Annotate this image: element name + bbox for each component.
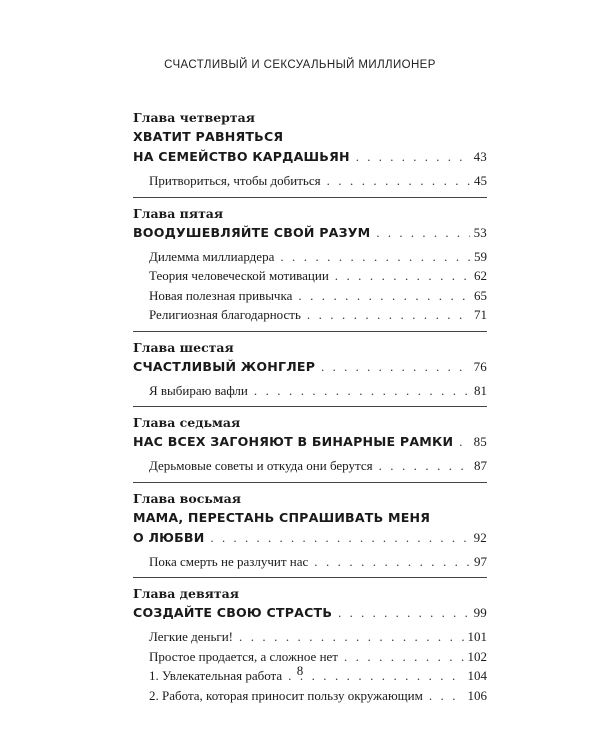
chapter-title-entry[interactable] bbox=[133, 432, 487, 452]
chapter-label: Глава восьмая bbox=[133, 490, 241, 506]
page-ref: 62 bbox=[474, 268, 487, 283]
section-entry[interactable] bbox=[133, 627, 487, 647]
section-entry[interactable] bbox=[133, 456, 487, 476]
running-head: СЧАСТЛИВЫЙ И СЕКСУАЛЬНЫЙ МИЛЛИОНЕР bbox=[164, 59, 436, 71]
dot-leader bbox=[379, 456, 470, 476]
chapter-6 bbox=[133, 338, 487, 408]
page-number: 8 bbox=[296, 663, 304, 678]
chapter-title-line: МАМА, ПЕРЕСТАНЬ СПРАШИВАТЬ МЕНЯ bbox=[133, 509, 431, 525]
chapter-8 bbox=[133, 489, 487, 579]
dot-leader bbox=[335, 266, 470, 286]
dot-leader bbox=[376, 223, 469, 243]
section-entry[interactable] bbox=[133, 266, 487, 286]
page-ref: 45 bbox=[474, 173, 487, 188]
dot-leader bbox=[459, 432, 469, 452]
section-entry[interactable] bbox=[133, 552, 487, 572]
dot-leader bbox=[356, 147, 470, 167]
page-ref: 76 bbox=[473, 358, 487, 374]
chapter-label: Глава шестая bbox=[133, 339, 234, 355]
section-entry[interactable] bbox=[133, 286, 487, 306]
section-title: Я выбираю вафли bbox=[149, 382, 248, 398]
page-ref: 92 bbox=[473, 529, 487, 545]
section-entry[interactable] bbox=[133, 247, 487, 267]
section-title: Новая полезная привычка bbox=[149, 287, 293, 303]
chapter-title-entry[interactable] bbox=[133, 528, 487, 548]
page-ref: 87 bbox=[474, 458, 487, 473]
dot-leader bbox=[210, 528, 469, 548]
page-ref: 85 bbox=[473, 434, 487, 449]
dot-leader bbox=[254, 381, 470, 401]
chapter-title: НА СЕМЕЙСТВО КАРДАШЬЯН bbox=[133, 149, 350, 164]
page-ref: 53 bbox=[473, 224, 487, 240]
chapter-label: Глава пятая bbox=[133, 205, 224, 221]
section-title: Простое продается, а сложное нет bbox=[149, 648, 338, 664]
chapter-title: СОЗДАЙТЕ СВОЮ СТРАСТЬ bbox=[133, 605, 333, 620]
section-title: Пока смерть не разлучит нас bbox=[149, 553, 309, 569]
section-entry[interactable] bbox=[133, 381, 487, 401]
chapter-5 bbox=[133, 204, 487, 332]
section-title: Легкие деньги! bbox=[149, 629, 234, 644]
table-of-contents bbox=[133, 108, 487, 717]
section-title: 2. Работа, которая приносит пользу окружающим bbox=[149, 687, 423, 703]
section-title: 1. Увлекательная работа bbox=[149, 668, 283, 683]
chapter-label: Глава четвертая bbox=[133, 110, 255, 125]
dot-leader bbox=[327, 171, 470, 191]
page-ref: 71 bbox=[474, 307, 487, 322]
chapter-title-entry[interactable] bbox=[133, 603, 487, 623]
section-title: Притвориться, чтобы добиться bbox=[149, 173, 321, 188]
chapter-title: НАС ВСЕХ ЗАГОНЯЮТ В БИНАРНЫЕ РАМКИ bbox=[133, 434, 454, 449]
chapter-title-line: ХВАТИТ РАВНЯТЬСЯ bbox=[133, 129, 284, 144]
dot-leader bbox=[321, 357, 469, 377]
chapter-title-entry[interactable] bbox=[133, 147, 487, 167]
dot-leader bbox=[307, 305, 470, 325]
section-title: Теория человеческой мотивации bbox=[149, 268, 329, 283]
dot-leader bbox=[280, 247, 470, 267]
chapter-label: Глава девятая bbox=[133, 586, 239, 601]
chapter-9 bbox=[133, 584, 487, 711]
chapter-title: СЧАСТЛИВЫЙ ЖОНГЛЕР bbox=[133, 358, 316, 374]
dot-leader bbox=[338, 603, 469, 623]
page-ref: 106 bbox=[467, 687, 487, 703]
section-entry[interactable] bbox=[133, 305, 487, 325]
chapter-title: ВООДУШЕВЛЯЙТЕ СВОЙ РАЗУМ bbox=[133, 224, 371, 240]
section-title: Дилемма миллиардера bbox=[149, 248, 275, 264]
section-entry[interactable] bbox=[133, 171, 487, 191]
section-title: Религиозная благодарность bbox=[149, 307, 301, 322]
page-ref: 65 bbox=[474, 287, 487, 303]
page-ref: 102 bbox=[467, 648, 487, 664]
page-ref: 59 bbox=[474, 248, 487, 264]
section-entry[interactable] bbox=[133, 686, 487, 706]
chapter-4 bbox=[133, 108, 487, 198]
chapter-title-entry[interactable] bbox=[133, 223, 487, 243]
dot-leader bbox=[239, 627, 463, 647]
page-ref: 97 bbox=[474, 553, 487, 569]
page-ref: 81 bbox=[474, 382, 487, 398]
chapter-title: О ЛЮБВИ bbox=[133, 529, 205, 545]
page-ref: 104 bbox=[467, 668, 487, 683]
page-ref: 43 bbox=[473, 149, 487, 164]
dot-leader bbox=[429, 686, 464, 706]
chapter-7 bbox=[133, 413, 487, 483]
page-ref: 101 bbox=[467, 629, 487, 644]
chapter-title-entry[interactable] bbox=[133, 357, 487, 377]
dot-leader bbox=[298, 286, 470, 306]
dot-leader bbox=[314, 552, 470, 572]
page-ref: 99 bbox=[473, 605, 487, 620]
chapter-label: Глава седьмая bbox=[133, 415, 241, 430]
section-title: Дерьмовые советы и откуда они берутся bbox=[149, 458, 373, 473]
